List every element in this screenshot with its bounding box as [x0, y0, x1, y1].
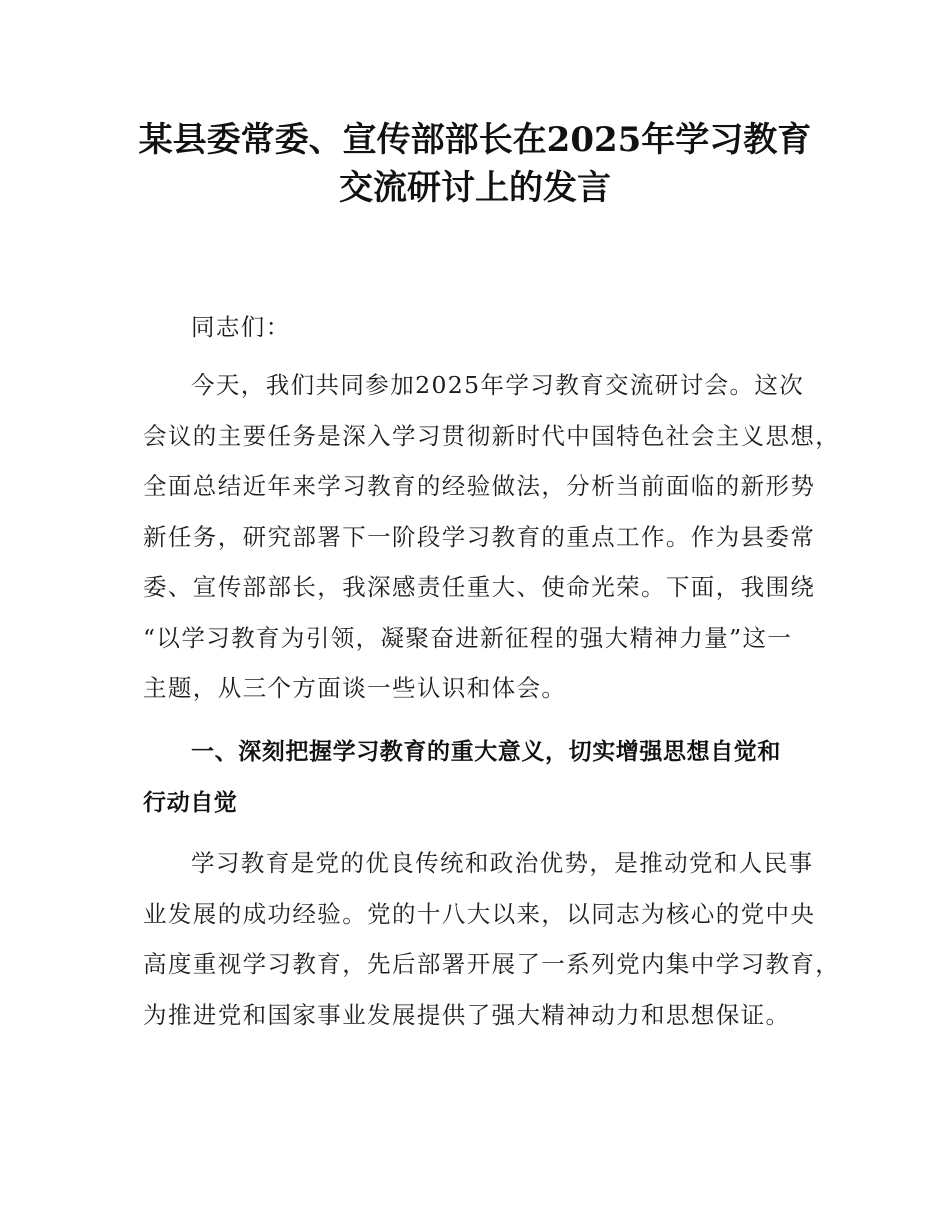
section-1-line: 为推进党和国家事业发展提供了强大精神动力和思想保证。 — [143, 1000, 791, 1029]
section-1-heading-line: 行动自觉 — [143, 789, 238, 816]
greeting-paragraph — [143, 302, 818, 353]
section-1-paragraph — [143, 838, 841, 1040]
section-1-heading-line: 一、深刻把握学习教育的重大意义，切实增强思想自觉和 — [191, 739, 781, 765]
document-title-line-2: 交流研讨上的发言 — [339, 168, 611, 208]
intro-line: 全面总结近年来学习教育的经验做法，分析当前面临的新形势 — [143, 472, 816, 500]
intro-line: “以学习教育为引领，凝聚奋进新征程的强大精神力量”这一 — [143, 623, 793, 652]
intro-line: 新任务，研究部署下一阶段学习教育的重点工作。作为县委常 — [143, 522, 816, 551]
document-title-line-1: 某县委常委、宣传部部长在2025年学习教育 — [138, 120, 812, 160]
intro-line: 今天，我们共同参加2025年学习教育交流研讨会。这次 — [191, 371, 805, 399]
section-1-line: 业发展的成功经验。党的十八大以来，以同志为核心的党中央 — [143, 899, 816, 928]
section-1-line: 高度重视学习教育，先后部署开展了一系列党内集中学习教育， — [143, 950, 841, 978]
intro-paragraph — [143, 360, 841, 714]
intro-line: 委、宣传部部长，我深感责任重大、使命光荣。下面，我围绕 — [143, 573, 816, 601]
greeting-text: 同志们： — [191, 313, 291, 341]
intro-line: 会议的主要任务是深入学习贯彻新时代中国特色社会主义思想， — [143, 421, 841, 450]
section-1-heading — [143, 727, 818, 828]
intro-line: 主题，从三个方面谈一些认识和体会。 — [143, 674, 567, 702]
section-1-line: 学习教育是党的优良传统和政治优势，是推动党和人民事 — [191, 849, 814, 877]
